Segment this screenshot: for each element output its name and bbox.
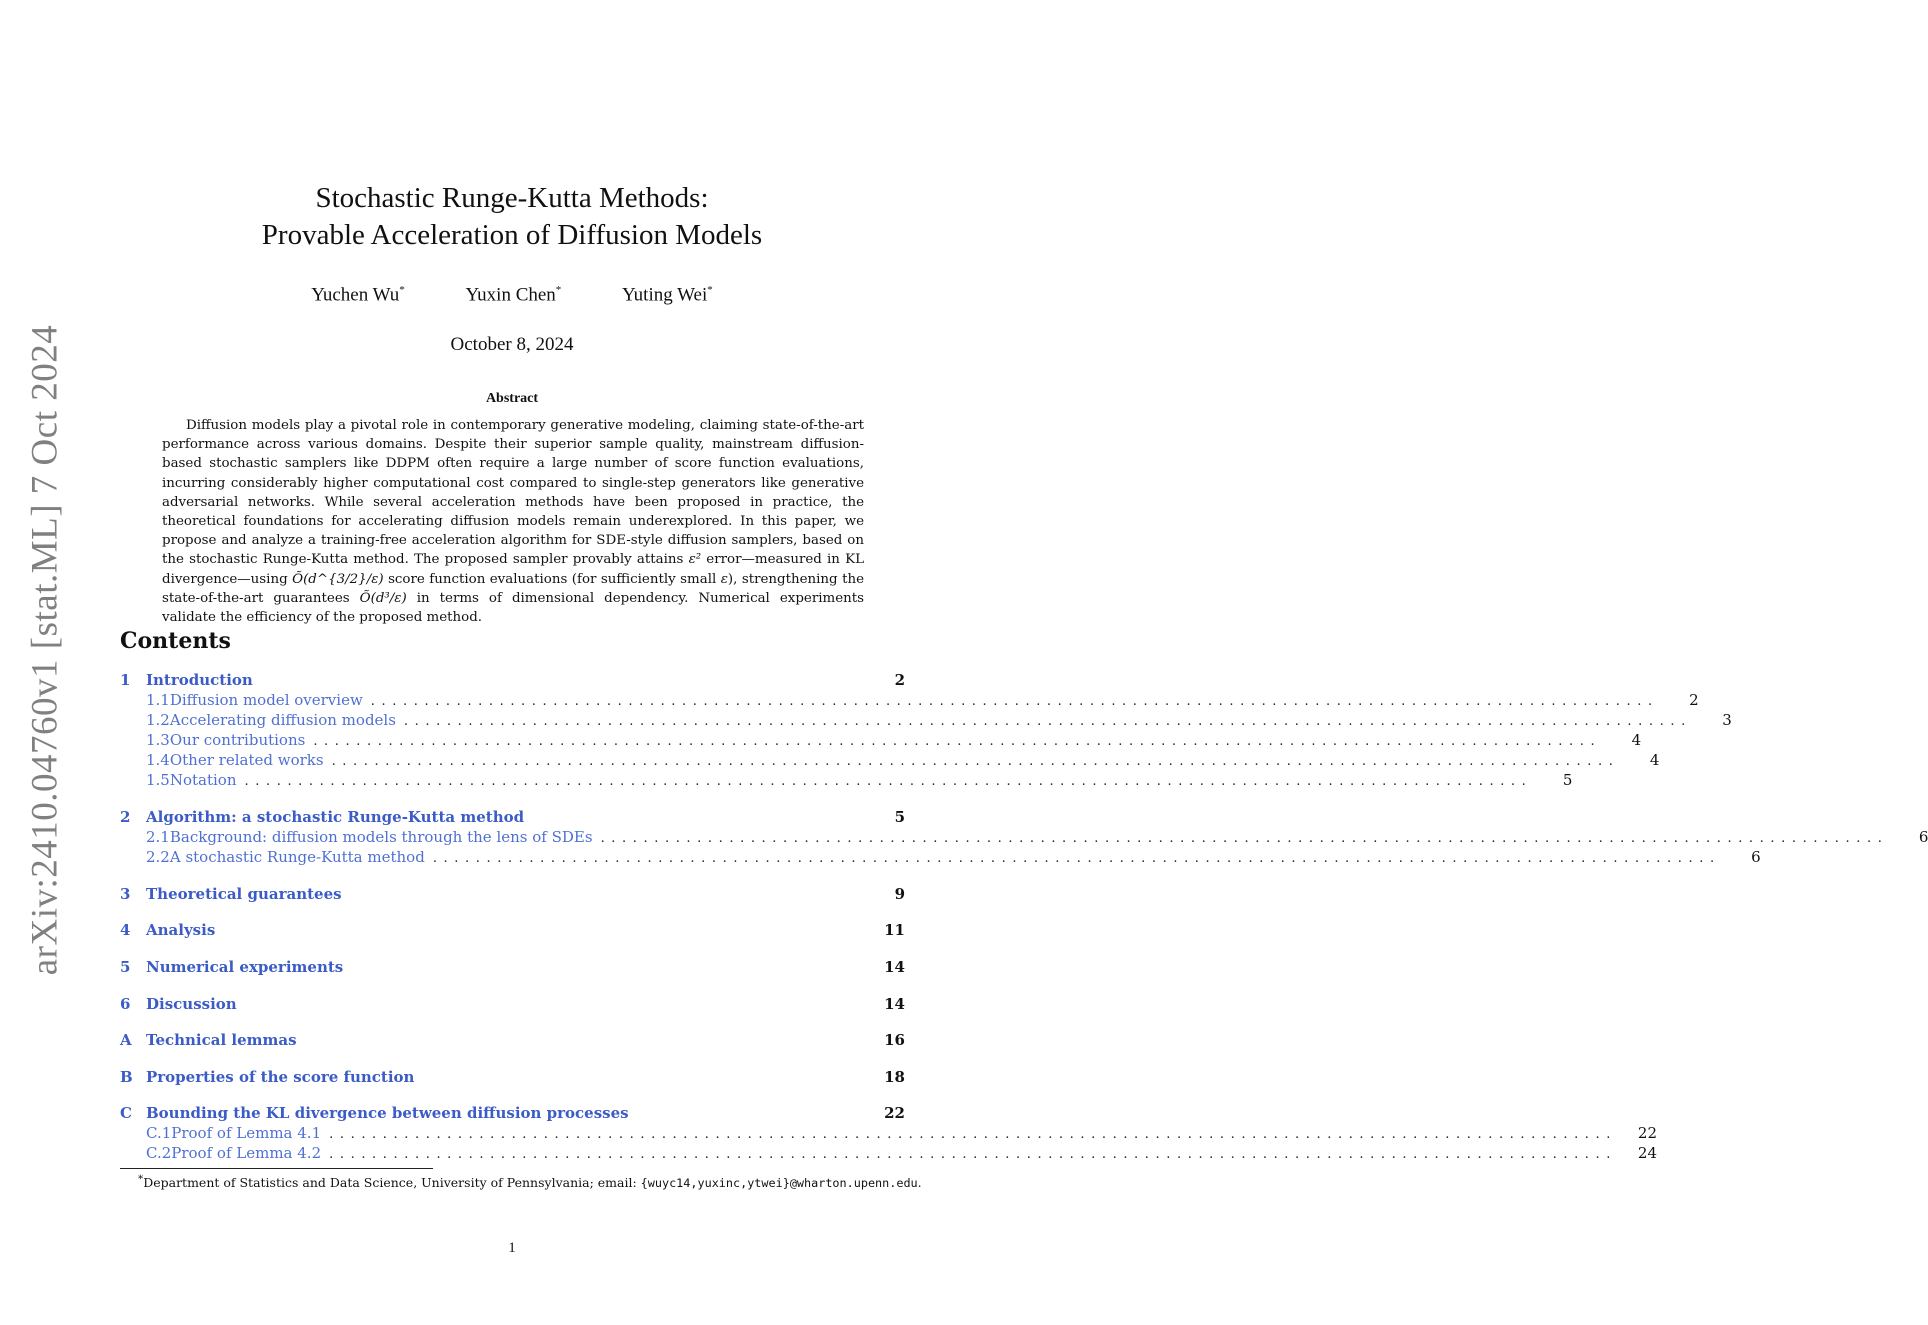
- toc-page-number[interactable]: 5: [894, 808, 905, 826]
- toc-entry-title[interactable]: Numerical experiments: [146, 958, 344, 976]
- toc-subsection-entry[interactable]: [120, 848, 1761, 868]
- toc-entry-number[interactable]: C: [120, 1104, 132, 1122]
- toc-subsection-entry[interactable]: [120, 771, 1573, 791]
- toc-page-number[interactable]: 4: [1649, 751, 1660, 769]
- toc-entry-title[interactable]: Diffusion model overview: [169, 691, 363, 709]
- toc-dot-leader: ........................................................................................................................: [432, 851, 1721, 866]
- toc-entry-title[interactable]: Introduction: [146, 671, 253, 689]
- toc-page-number[interactable]: 22: [884, 1104, 905, 1122]
- toc-entry-title[interactable]: Our contributions: [169, 731, 306, 749]
- toc-entry-title[interactable]: Algorithm: a stochastic Runge-Kutta method: [146, 808, 525, 826]
- toc-page-number[interactable]: 2: [894, 671, 905, 689]
- toc-entry-number[interactable]: C.2: [146, 1144, 172, 1162]
- author-1: Yuchen Wu*: [311, 284, 405, 306]
- abstract-text: Diffusion models play a pivotal role in contemporary generative modeling, claiming state-of-the-art performance across various domains. Despite their superior sample quality, mainstream diffusion-based stochastic samplers like DDPM often require a large number of score function evaluations, incurring considerably higher computational cost compared to single-step generators like generative adversarial networks. While several acceleration methods have been proposed in practice, the theoretical foundations for accelerating diffusion models remain underexplored. In this paper, we propose and analyze a training-free acceleration algorithm for SDE-style diffusion samplers, based on the stochastic Runge-Kutta method. The proposed sampler provably attains ε² error—measured in KL divergence—using Õ(d^{3/2}/ε) score function evaluations (for sufficiently small ε), strengthening the state-of-the-art guarantees Õ(d³/ε) in terms of dimensional dependency. Numerical experiments validate the efficiency of the proposed method.: [162, 418, 865, 626]
- toc-subsection-entry[interactable]: [120, 691, 1699, 711]
- paper-title-line-2: Provable Acceleration of Diffusion Models: [261, 219, 763, 251]
- toc-entry-number[interactable]: 3: [120, 885, 131, 903]
- toc-page-number[interactable]: 6: [1751, 848, 1761, 866]
- toc-entry-number[interactable]: A: [120, 1031, 132, 1049]
- toc-entry-title[interactable]: Discussion: [146, 995, 237, 1013]
- toc-entry-title[interactable]: Bounding the KL divergence between diffusion processes: [146, 1104, 629, 1122]
- toc-subsection-entry[interactable]: [120, 731, 1642, 751]
- toc-subsection-entry[interactable]: [120, 1144, 1658, 1164]
- toc-entry-title[interactable]: A stochastic Runge-Kutta method: [169, 848, 425, 866]
- toc-entry-title[interactable]: Other related works: [169, 751, 324, 769]
- toc-section-entry[interactable]: [120, 885, 905, 905]
- abstract-heading: Abstract: [485, 391, 539, 406]
- toc-subsection-entry[interactable]: [120, 751, 1660, 771]
- author-emails: {wuyc14,yuxinc,ytwei}@wharton.upenn.edu: [640, 1176, 918, 1191]
- footnote-divider: [120, 1168, 433, 1169]
- toc-dot-leader: ........................................................................................................................: [329, 1127, 1618, 1142]
- toc-section-entry[interactable]: [120, 995, 905, 1015]
- toc-section-entry[interactable]: [120, 1104, 905, 1124]
- toc-entry-number[interactable]: 2.1: [146, 828, 170, 846]
- publication-date: October 8, 2024: [450, 334, 574, 355]
- toc-entry-number[interactable]: 1.4: [146, 751, 170, 769]
- author-2: Yuxin Chen*: [465, 284, 562, 306]
- contents-heading: Contents: [120, 628, 231, 654]
- toc-entry-number[interactable]: C.1: [146, 1124, 172, 1142]
- paper-title-line-1: Stochastic Runge-Kutta Methods:: [315, 182, 709, 214]
- toc-entry-number[interactable]: 1.2: [146, 711, 170, 729]
- toc-page-number[interactable]: 4: [1631, 731, 1642, 749]
- toc-entry-number[interactable]: 2: [120, 808, 131, 826]
- toc-entry-number[interactable]: 2.2: [146, 848, 170, 866]
- toc-dot-leader: ........................................................................................................................: [244, 774, 1533, 789]
- toc-page-number[interactable]: 14: [884, 958, 905, 976]
- math-epsilon-squared: ε²: [688, 552, 702, 568]
- toc-entry-title[interactable]: Proof of Lemma 4.1: [171, 1124, 322, 1142]
- toc-subsection-entry[interactable]: [120, 1124, 1658, 1144]
- toc-page-number[interactable]: 3: [1722, 711, 1732, 729]
- toc-page-number[interactable]: 11: [884, 921, 905, 939]
- author-affiliation-footnote: *Department of Statistics and Data Science, University of Pennsylvania; email: {wuyc14,yuxinc,ytwei}@wharton.upenn.edu.: [138, 1173, 922, 1191]
- toc-dot-leader: ........................................................................................................................: [313, 734, 1602, 749]
- toc-entry-title[interactable]: Theoretical guarantees: [146, 885, 342, 903]
- toc-dot-leader: ........................................................................................................................: [329, 1147, 1618, 1162]
- toc-section-entry[interactable]: [120, 671, 905, 691]
- toc-section-entry[interactable]: [120, 808, 905, 828]
- toc-subsection-entry[interactable]: [120, 711, 1732, 731]
- toc-page-number[interactable]: 16: [884, 1031, 905, 1049]
- toc-page-number[interactable]: 18: [884, 1068, 905, 1086]
- page-number: 1: [508, 1240, 516, 1256]
- toc-subsection-entry[interactable]: [120, 828, 1928, 848]
- toc-entry-title[interactable]: Proof of Lemma 4.2: [171, 1144, 322, 1162]
- toc-entry-number[interactable]: B: [120, 1068, 133, 1086]
- toc-section-entry[interactable]: [120, 958, 905, 978]
- toc-dot-leader: ........................................................................................................................: [600, 831, 1889, 846]
- toc-page-number[interactable]: 14: [884, 995, 905, 1013]
- toc-entry-number[interactable]: 1.1: [146, 691, 170, 709]
- toc-dot-leader: ........................................................................................................................: [403, 714, 1692, 729]
- author-list: [0, 284, 1024, 306]
- toc-page-number[interactable]: 24: [1637, 1144, 1658, 1162]
- toc-section-entry[interactable]: [120, 921, 905, 941]
- toc-dot-leader: ........................................................................................................................: [331, 754, 1620, 769]
- toc-page-number[interactable]: 2: [1689, 691, 1699, 709]
- toc-entry-title[interactable]: Analysis: [146, 921, 216, 939]
- toc-entry-number[interactable]: 4: [120, 921, 131, 939]
- toc-entry-title[interactable]: Background: diffusion models through the lens of SDEs: [169, 828, 593, 846]
- toc-page-number[interactable]: 5: [1562, 771, 1573, 789]
- toc-entry-title[interactable]: Notation: [169, 771, 237, 789]
- toc-page-number[interactable]: 6: [1918, 828, 1928, 846]
- author-3: Yuting Wei*: [622, 284, 713, 306]
- arxiv-identifier-stamp: arXiv:2410.04760v1 [stat.ML] 7 Oct 2024: [24, 324, 66, 976]
- math-epsilon: ε: [720, 571, 728, 587]
- toc-section-entry[interactable]: [120, 1031, 905, 1051]
- toc-entry-title[interactable]: Accelerating diffusion models: [169, 711, 396, 729]
- toc-page-number[interactable]: 9: [894, 885, 905, 903]
- math-complexity-new: Õ(d^{3/2}/ε): [292, 571, 384, 587]
- toc-entry-number[interactable]: 6: [120, 995, 131, 1013]
- toc-page-number[interactable]: 22: [1637, 1124, 1658, 1142]
- math-complexity-prior: Õ(d³/ε): [359, 590, 407, 606]
- toc-section-entry[interactable]: [120, 1068, 905, 1088]
- toc-entry-number[interactable]: 1.5: [146, 771, 170, 789]
- toc-entry-title[interactable]: Technical lemmas: [146, 1031, 297, 1049]
- toc-entry-number[interactable]: 1: [120, 671, 131, 689]
- toc-entry-title[interactable]: Properties of the score function: [146, 1068, 415, 1086]
- toc-dot-leader: ........................................................................................................................: [370, 694, 1659, 709]
- toc-entry-number[interactable]: 5: [120, 958, 131, 976]
- toc-entry-number[interactable]: 1.3: [146, 731, 170, 749]
